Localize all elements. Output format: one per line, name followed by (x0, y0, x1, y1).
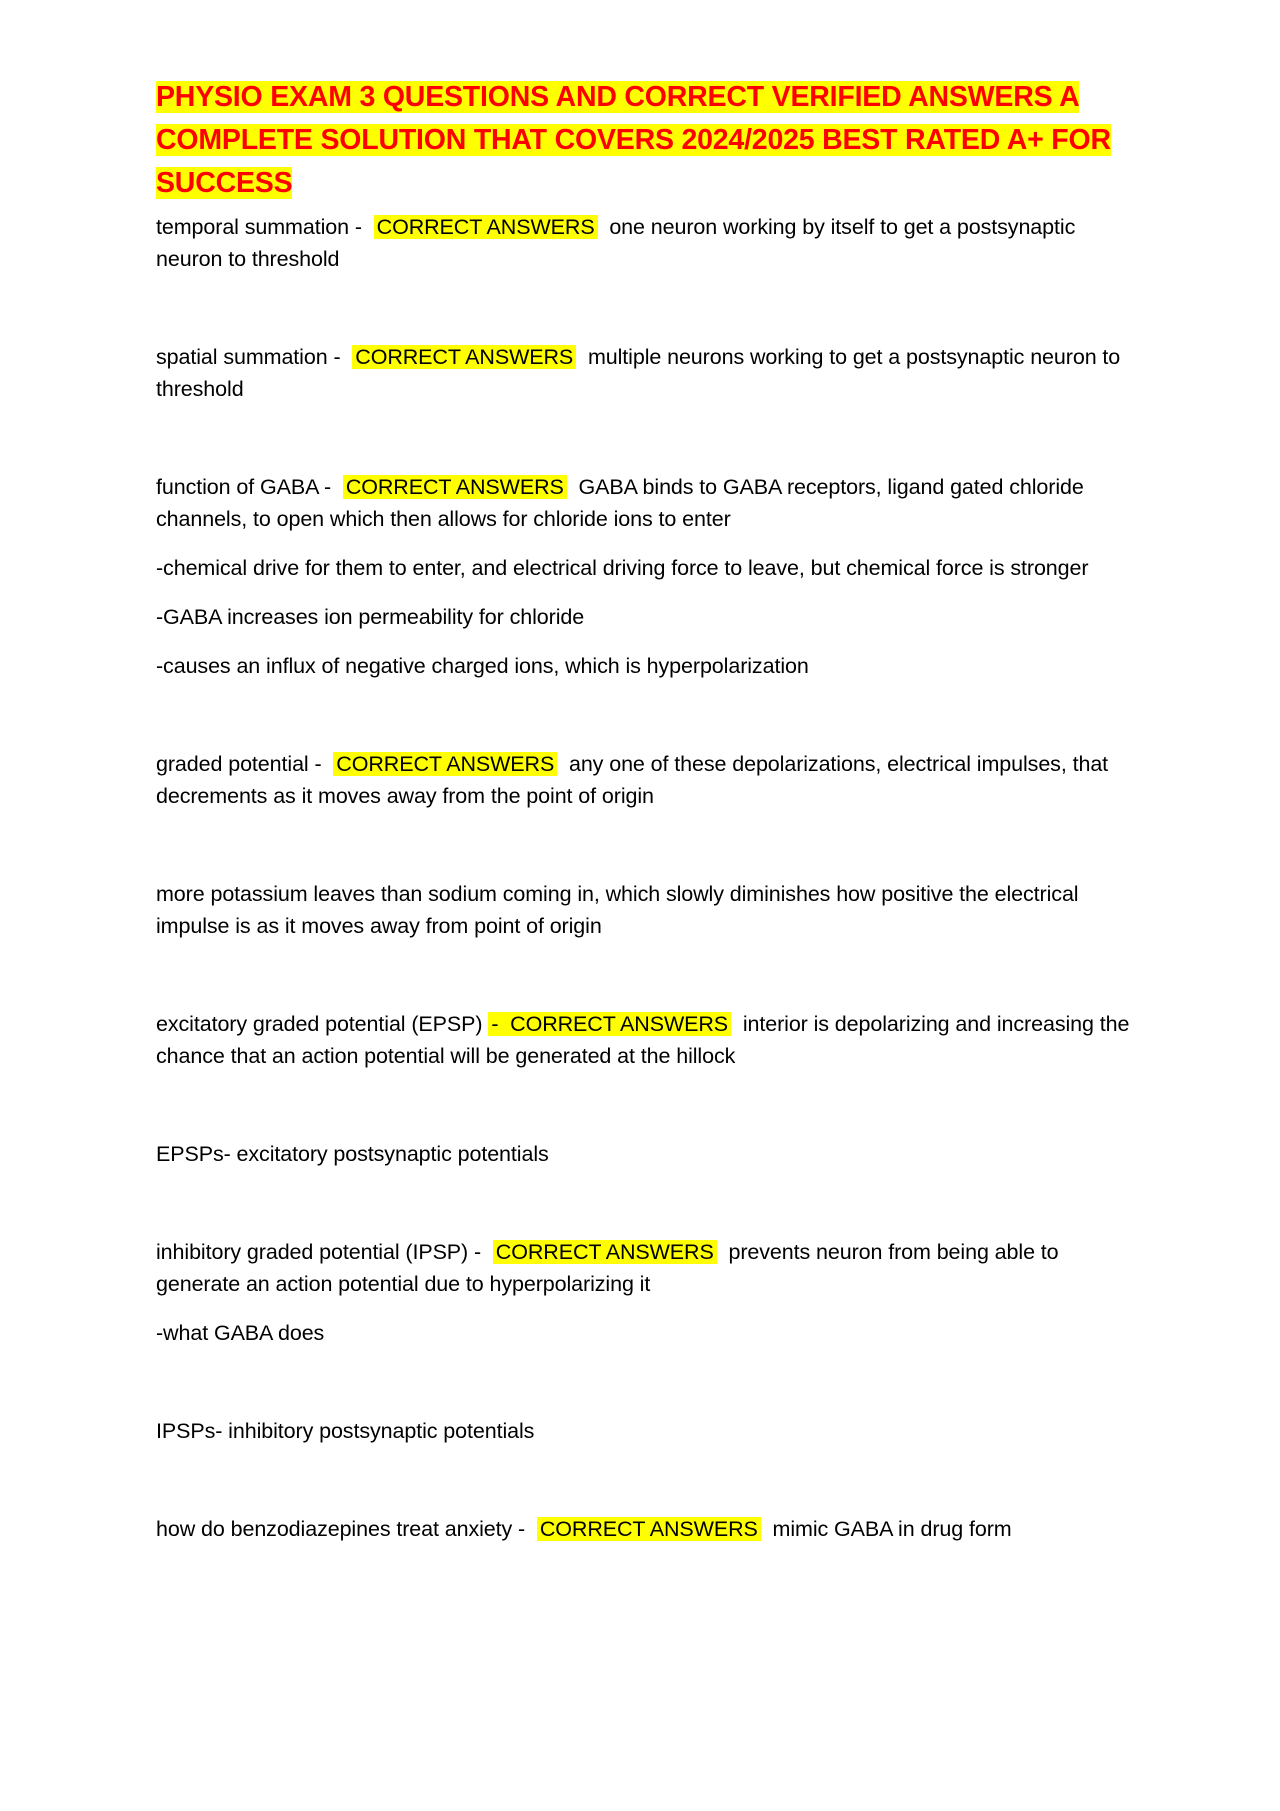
explanation-paragraph: more potassium leaves than sodium coming in, which slowly diminishes how positive the electrical impulse is as it moves away from point of origin (156, 882, 1079, 938)
entry-answer: multiple neurons working to get a postsynaptic neuron to threshold (156, 345, 1121, 401)
entry-term: inhibitory graded potential (IPSP) - (156, 1240, 482, 1264)
correct-answers-tag: CORRECT ANSWERS (352, 345, 576, 369)
entry-term-dash: - (491, 1012, 499, 1036)
entry-note: -what GABA does (156, 1321, 325, 1345)
correct-answers-tag (488, 1012, 731, 1036)
correct-answers-tag: CORRECT ANSWERS (374, 215, 598, 239)
correct-answers-tag: CORRECT ANSWERS (537, 1517, 761, 1541)
correct-answers-tag: CORRECT ANSWERS (493, 1240, 717, 1264)
entry-term: how do benzodiazepines treat anxiety - (156, 1517, 526, 1541)
qa-entry-ipsp (156, 1236, 1136, 1300)
correct-answers-tag: CORRECT ANSWERS (343, 475, 567, 499)
qa-entry-epsp (156, 1008, 1136, 1072)
document-title (156, 76, 1136, 205)
entry-answer: GABA binds to GABA receptors, ligand gated chloride channels, to open which then allows for chloride ions to enter (156, 475, 1084, 531)
entry-answer: any one of these depolarizations, electrical impulses, that decrements as it moves away from the point of origin (156, 752, 1109, 808)
correct-answers-tag: CORRECT ANSWERS (333, 752, 557, 776)
qa-entry-temporal-summation (156, 211, 1136, 275)
entry-answer: mimic GABA in drug form (772, 1517, 1012, 1541)
entry-term: spatial summation - (156, 345, 341, 369)
entry-term: temporal summation - (156, 215, 362, 239)
entry-term: excitatory graded potential (EPSP) (156, 1012, 483, 1036)
entry-note: -causes an influx of negative charged ions, which is hyperpolarization (156, 654, 809, 678)
entry-note: -GABA increases ion permeability for chloride (156, 605, 585, 629)
entry-term: function of GABA - (156, 475, 332, 499)
explanation-paragraph: EPSPs- excitatory postsynaptic potentials (156, 1142, 549, 1166)
explanation-paragraph: IPSPs- inhibitory postsynaptic potentials (156, 1419, 535, 1443)
entry-answer: one neuron working by itself to get a postsynaptic neuron to threshold (156, 215, 1076, 271)
qa-entry-graded-potential (156, 748, 1136, 812)
qa-entry-spatial-summation (156, 341, 1136, 405)
qa-entry-function-of-gaba (156, 471, 1136, 535)
entry-term: graded potential - (156, 752, 322, 776)
document-content (156, 76, 1136, 1545)
entry-note: -chemical drive for them to enter, and electrical driving force to leave, but chemical force is stronger (156, 556, 1089, 580)
qa-entry-benzodiazepines (156, 1513, 1136, 1545)
entry-answer: prevents neuron from being able to generate an action potential due to hyperpolarizing it (156, 1240, 1059, 1296)
document-title-text: PHYSIO EXAM 3 QUESTIONS AND CORRECT VERIFIED ANSWERS A COMPLETE SOLUTION THAT COVERS 2024/2025 BEST RATED A+ FOR SUCCESS (156, 81, 1111, 199)
entry-answer: interior is depolarizing and increasing the chance that an action potential will be generated at the hillock (156, 1012, 1130, 1068)
correct-answers-text: CORRECT ANSWERS (510, 1012, 729, 1036)
